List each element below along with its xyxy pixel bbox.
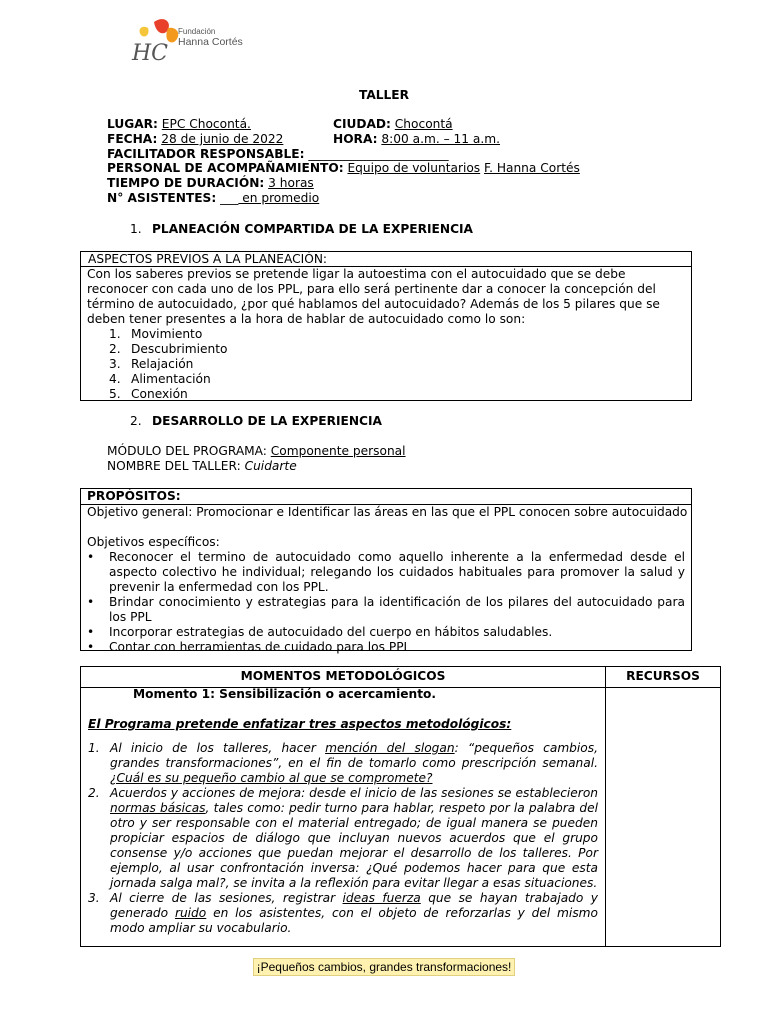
momento-1-title: Momento 1: Sensibilización o acercamiento. [133,687,437,701]
asistentes-label: N° ASISTENTES: [107,191,217,205]
section-2-title: DESARROLLO DE LA EXPERIENCIA [152,414,382,428]
hora-row [333,132,500,147]
list-item: 1. Movimiento [109,327,203,341]
list-item: 5. Conexión [109,387,188,401]
ciudad-row [333,117,453,132]
personal-label: PERSONAL DE ACOMPAÑAMIENTO: [107,161,344,175]
lugar-label: LUGAR: [107,117,158,131]
lugar-row [107,117,251,132]
footer-slogan [0,960,768,975]
propositos-header: PROPÓSITOS: [81,489,691,505]
section-1-number: 1. [130,222,142,236]
momentos-table [80,666,721,947]
foundation-logo [128,16,268,66]
page-title: TALLER [358,88,410,102]
propositos-box [80,488,692,654]
personal-value-1: Equipo de voluntarios [347,161,481,175]
metodologia-list [88,741,598,936]
recursos-column-header: RECURSOS [626,669,700,683]
section-1-heading [130,222,473,237]
nombre-label: NOMBRE DEL TALLER: [107,459,245,473]
tiempo-value: 3 horas [268,176,314,190]
tiempo-label: TIEMPO DE DURACIÓN: [107,176,265,190]
list-item: 2. Descubrimiento [109,342,228,356]
nombre-taller-row [107,459,297,474]
section-1-title: PLANEACIÓN COMPARTIDA DE LA EXPERIENCIA [152,222,473,236]
list-item: • Reconocer el termino de autocuidado como aquello inherente a la enfermedad desde el aspecto colectivo he individual; relegando los cuidados habituales para promover la salud y prevenir la enfermedad con los PPL. [87,550,685,594]
objetivos-especificos-label: Objetivos específicos: [87,535,220,549]
aspectos-line-3: término de autocuidado, ¿por qué hablamos del autocuidado? Además de los 5 pilares que se [87,297,660,311]
lugar-value: EPC Chocontá. [161,117,251,131]
hora-label: HORA: [333,132,378,146]
modulo-value: Componente personal [270,444,406,458]
aspectos-previos-box [80,251,692,401]
list-item: 3. Al cierre de las sesiones, registrar ideas fuerza que se hayan trabajado y generado ruido en los asistentes, con el objeto de reforzarlas y del mismo modo ampliar su vocabulario. [88,891,599,935]
modulo-label: MÓDULO DEL PROGRAMA: [107,444,271,458]
list-item: 2. Acuerdos y acciones de mejora: desde el inicio de las sesiones se establecieron normas básicas, tales como: pedir turno para hablar, respeto por la palabra del otro y ser responsable con el material entregado; de igual manera se pueden propiciar espacios de diálogo que incluyan nuevos acuerdos que el grupo consense y/o acciones que puedan mejorar el desarrollo de los talleres. Por ejemplo, al usar confrontación inversa: ¿Qué podemos hacer para que esta jornada salga mal?, se invita a la reflexión para evitar llegar a esas situaciones. [88,786,599,890]
aspectos-previos-header: ASPECTOS PREVIOS A LA PLANEACIÓN: [81,252,691,267]
logo-org-line2: Hanna Cortés [178,36,243,48]
momentos-column-header: MOMENTOS METODOLÓGICOS [240,669,446,683]
ciudad-label: CIUDAD: [333,117,391,131]
logo-org-line1: Fundación [178,27,216,36]
facilitador-label: FACILITADOR RESPONSABLE: [107,147,305,161]
tiempo-row [107,176,314,191]
aspectos-line-4: deben tener presentes a la hora de hablar de autocuidado como lo son: [87,312,526,326]
pilares-list [87,327,685,402]
programa-heading: El Programa pretende enfatizar tres aspectos metodológicos: [88,717,512,731]
fecha-row [107,132,283,147]
asistentes-row [107,191,319,206]
personal-row [107,161,580,176]
svg-text:HC: HC [132,41,169,66]
aspectos-line-1: Con los saberes previos se pretende ligar la autoestima con el autocuidado que se debe [87,267,626,281]
modulo-row [107,444,406,459]
section-2-heading [130,414,382,429]
objetivo-general: Objetivo general: Promocionar e Identificar las áreas en las que el PPL conocen sobre autocuidado [87,505,688,519]
list-item: • Contar con herramientas de cuidado para los PPL [87,640,411,654]
table-column-divider [605,667,606,946]
list-item: 4. Alimentación [109,372,211,386]
objetivos-list [87,550,685,655]
asistentes-value: en promedio [238,191,320,205]
ciudad-value: Chocontá [394,117,453,131]
asistentes-blank: ___ [220,191,239,205]
section-2-number: 2. [130,414,142,428]
personal-value-2: F. Hanna Cortés [484,161,580,175]
footer-slogan-text: ¡Pequeños cambios, grandes transformaciones! [253,958,516,976]
facilitador-value: _______________________ [308,147,449,161]
fecha-label: FECHA: [107,132,158,146]
aspectos-line-2: reconocer con cada uno de los PPL, para ello será pertinente dar a conocer la concepción del [87,282,656,296]
hora-value: 8:00 a.m. – 11 a.m. [381,132,501,146]
list-item: • Incorporar estrategias de autocuidado del cuerpo en hábitos saludables. [87,625,553,639]
list-item: 3. Relajación [109,357,194,371]
fecha-value: 28 de junio de 2022 [161,132,284,146]
list-item: 1. Al inicio de los talleres, hacer mención del slogan: “pequeños cambios, grandes transformaciones”, en el fin de tomarlo como prescripción semanal. ¿Cuál es su pequeño cambio al que se compromete? [88,741,598,785]
list-item: • Brindar conocimiento y estrategias para la identificación de los pilares del autocuidado para los PPL [87,595,685,624]
facilitador-row [107,147,449,162]
nombre-value: Cuidarte [244,459,297,473]
